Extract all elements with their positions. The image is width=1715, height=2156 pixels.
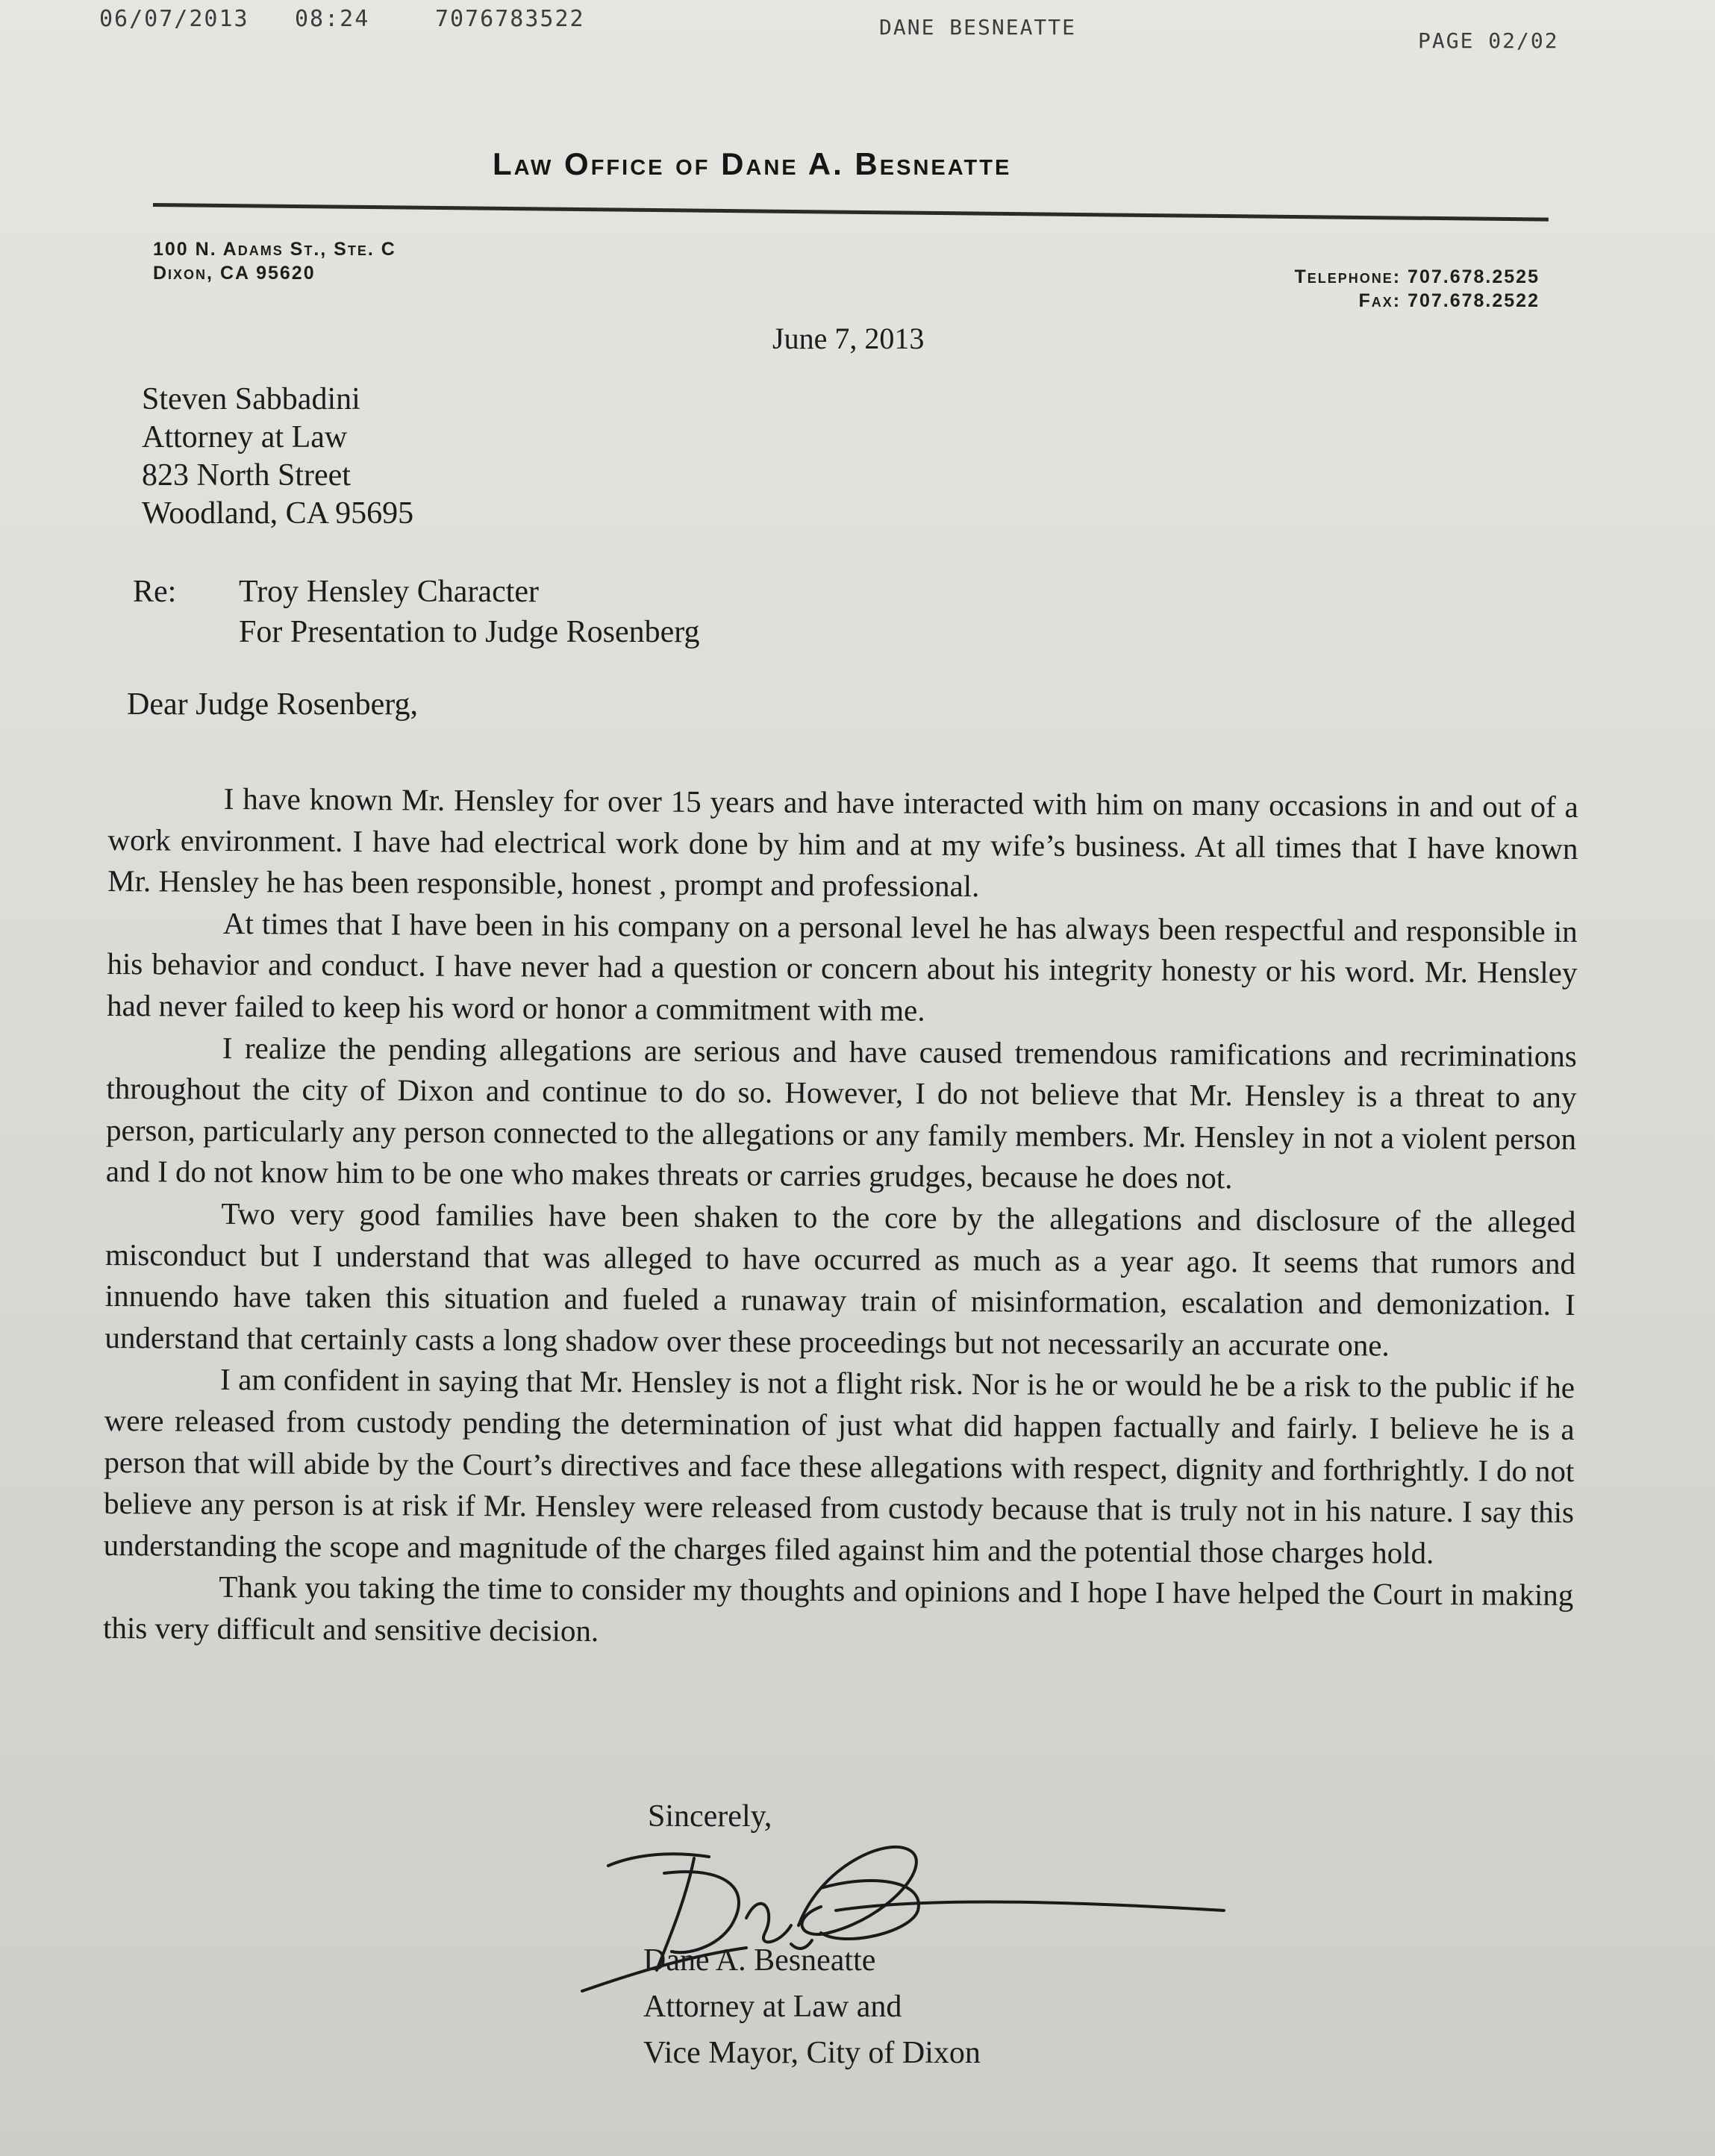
letterhead-title: Law Office of Dane A. Besneatte [493,146,1012,181]
subject-label: Re: [133,575,177,609]
office-address-line: Dixon, CA 95620 [153,263,316,284]
letterhead-divider [153,203,1549,222]
body-paragraph: I have known Mr. Hensley for over 15 years and have interacted with him on many occasions in and out of a work environment. I have had electrical work done by him and at my wife’s business. At all times that I have known Mr. Hensley he has been responsible, honest , prompt and professional. [107,781,1578,904]
body-paragraph: Two very good families have been shaken to the core by the allegations and disclosure of the alleged misconduct but I understand that was alleged to have occurred as much as a year ago. It seems that rumors and innuendo have taken this situation and fueled a runaway train of misinformation, escalation and demonization. I understand that certainly casts a long shadow over these proceedings but not necessarily an accurate one. [104,1196,1576,1363]
fax-date: 06/07/2013 [99,6,249,32]
body-paragraph: I am confident in saying that Mr. Hensley is not a flight risk. Nor is he or would he be a risk to the public if he were released from custody pending the determination of just what did happen factually and fairly. I believe he is a person that will abide by the Court’s directives and face these allegations with respect, dignity and forthrightly. I do not believe any person is at risk if Mr. Hensley were released from custody because that is truly not in his nature. I say this understanding the scope and magnitude of the charges filed against him and the potential those charges hold. [103,1362,1575,1570]
closing: Sincerely, [648,1799,772,1834]
recipient-line: Woodland, CA 95695 [142,496,414,531]
recipient-block [142,381,413,533]
signer-name: Dane A. Besneatte [643,1943,876,1978]
subject-line: Troy Hensley Character [239,575,540,609]
salutation: Dear Judge Rosenberg, [127,687,418,722]
office-telephone: Telephone: 707.678.2525 [1294,266,1540,287]
subject-lines [239,572,700,652]
recipient-line: Steven Sabbadini [142,382,360,416]
recipient-line: 823 North Street [142,458,351,493]
body-paragraph: Thank you taking the time to consider my thoughts and opinions and I hope I have helped the Court in making this very difficult and sensitive decision. [102,1569,1574,1648]
fax-phone: 7076783522 [435,6,585,32]
signature-block [643,1937,981,2076]
subject-line: For Presentation to Judge Rosenberg [239,615,700,649]
letter-date: June 7, 2013 [772,322,925,355]
letter-body [103,778,1578,1657]
office-contact [1295,265,1540,313]
office-fax: Fax: 707.678.2522 [1358,290,1540,311]
fax-page-number: PAGE 02/02 [1418,28,1559,53]
office-address [153,237,396,285]
body-paragraph: I realize the pending allegations are serious and have caused tremendous ramifications and recriminations throughout the city of Dixon and continue to do so. However, I do not believe that Mr. Hensley is a threat to any person, particularly any person connected to the allegations or any family members. Mr. Hensley in not a violent person and I do not know him to be one who makes threats or carries grudges, because he does not. [105,1030,1577,1196]
signer-title: Attorney at Law and [643,1990,902,2024]
office-address-line: 100 N. Adams St., Ste. C [153,239,396,260]
fax-sender: DANE BESNEATTE [879,15,1077,40]
body-paragraph: At times that I have been in his company on a personal level he has always been respectful and responsible in his behavior and conduct. I have never had a question or concern about his integrity honesty or his word. Mr. Hensley had never failed to keep his word or honor a commitment with me. [106,905,1578,1028]
fax-time: 08:24 [295,6,370,32]
recipient-line: Attorney at Law [142,420,348,454]
fax-header [0,6,1715,58]
signer-title: Vice Mayor, City of Dixon [643,2036,981,2070]
